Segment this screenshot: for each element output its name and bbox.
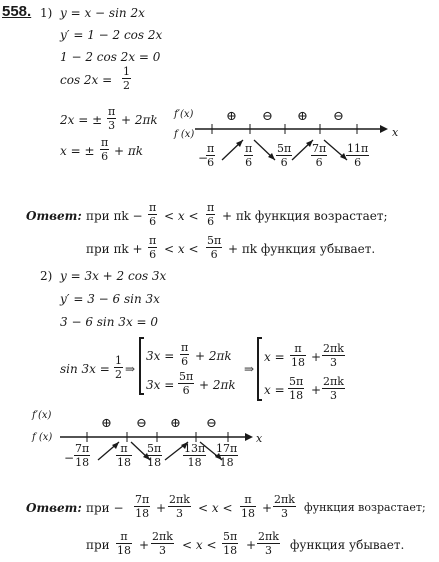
p1-sign-1: ⊕	[226, 109, 237, 124]
p2-ans2-frac4: 2πk 3	[258, 530, 279, 557]
p1-ans1-mid: < x <	[164, 209, 199, 223]
p2-ans1-mid: < x <	[198, 501, 233, 515]
p2-ans1-pre: при −	[86, 501, 124, 515]
p1-line6-tail: + πk	[114, 144, 144, 158]
p1-f-label: f (x)	[174, 129, 195, 140]
p2-ans2-post: функция убывает.	[290, 538, 405, 552]
p2-line2: y′ = 3 − 6 sin 3x	[60, 292, 160, 306]
p2-ans1-post: функция возрастает;	[304, 501, 426, 514]
p2-f-label: f (x)	[32, 432, 53, 443]
p1-line3: 1 − 2 cos 2x = 0	[60, 50, 161, 64]
p2-ans2-mid: < x <	[182, 538, 217, 552]
p2-sys2-b-frac2: 2πk 3	[323, 375, 344, 402]
p2-sys2-b-pre: x =	[264, 383, 285, 397]
p1-tick-label-5: 11π 6	[347, 142, 369, 169]
p2-ans1-plus1: +	[156, 501, 167, 515]
part1-label: 1)	[40, 6, 53, 20]
p2-tick-label-1-sign: −	[64, 451, 75, 465]
p1-line2: y′ = 1 − 2 cos 2x	[60, 28, 163, 42]
p2-sys1-a-tail: + 2πk	[195, 349, 232, 363]
p2-sign-2: ⊖	[136, 416, 147, 431]
p1-ans2-frac1: π 6	[149, 234, 157, 261]
p2-ans2-plus2: +	[246, 538, 257, 552]
p2-sys2-b-plus: +	[311, 383, 322, 397]
p2-axis-arrowhead	[245, 433, 253, 441]
p2-sign-4: ⊖	[206, 416, 217, 431]
part2-label: 2)	[40, 269, 53, 283]
p2-sign-3: ⊕	[170, 416, 181, 431]
p1-line4-lhs: cos 2x =	[60, 73, 113, 87]
p1-tick-label-3: 5π 6	[277, 142, 292, 169]
p2-sys2-a-frac2: 2πk 3	[323, 342, 344, 369]
p1-line5-tail: + 2πk	[121, 113, 158, 127]
p1-ans2-frac2: 5π 6	[207, 234, 222, 261]
p2-line4-fraction: 1 2	[115, 354, 122, 381]
p1-tick-label-1: π 6	[207, 142, 215, 169]
p1-line6-fraction: π 6	[101, 136, 109, 163]
p2-ans2-frac1: π 18	[117, 530, 131, 557]
p2-ans2-frac3: 5π 18	[223, 530, 238, 557]
p1-tick-label-2: π 6	[245, 142, 253, 169]
p2-ans2-frac2: 2πk 3	[152, 530, 173, 557]
p1-line5-fraction: π 3	[108, 105, 116, 132]
p1-ans2-mid: < x <	[164, 242, 199, 256]
p1-sign-3: ⊕	[297, 109, 308, 124]
p2-ans1-frac1: 7π 18	[135, 493, 150, 520]
p1-ans1-pre: при πk −	[86, 209, 143, 223]
p1-line4-fraction: 1 2	[123, 65, 130, 92]
p2-sys1-b-pre: 3x =	[146, 378, 175, 392]
p2-tick-label-5: 17π 18	[216, 442, 238, 469]
p1-sign-4: ⊖	[333, 109, 344, 124]
p2-tick-label-2: π 18	[117, 442, 131, 469]
p2-sys2-a-plus: +	[311, 350, 322, 364]
p1-ans2-pre: при πk +	[86, 242, 143, 256]
p2-answer-label: Ответ:	[26, 501, 82, 515]
p2-arrow-2: ⇒	[244, 362, 255, 376]
p1-sign-2: ⊖	[262, 109, 273, 124]
p1-line5-lhs: 2x = ±	[60, 113, 103, 127]
p2-fprime-label: f′(x)	[32, 410, 52, 421]
p2-line1: y = 3x + 2 cos 3x	[60, 269, 167, 283]
p2-line3: 3 − 6 sin 3x = 0	[60, 315, 159, 329]
p1-line6-lhs: x = ±	[60, 144, 95, 158]
p1-ans1-post: + πk функция возрастает;	[222, 209, 388, 223]
p2-sys2-b-frac1: 5π 18	[289, 375, 304, 402]
p2-tick-label-4: 13π 18	[184, 442, 206, 469]
problem-number: 558.	[2, 3, 32, 20]
p2-ans1-plus2: +	[262, 501, 273, 515]
p2-ans2-plus1: +	[139, 538, 150, 552]
p2-ans1-frac2: 2πk 3	[169, 493, 190, 520]
p1-axis-x-label: x	[392, 126, 399, 139]
p2-tick-label-1: 7π 18	[75, 442, 90, 469]
p1-answer-label: Ответ:	[26, 209, 82, 223]
p2-sys2-a-frac1: π 18	[291, 342, 305, 369]
p1-ans1-frac1: π 6	[149, 201, 157, 228]
p1-tick-label-4: 7π 6	[312, 142, 327, 169]
p1-ans1-frac2: π 6	[207, 201, 215, 228]
p2-axis-x-label: x	[256, 432, 263, 445]
p2-sys1-b-frac: 5π 6	[179, 370, 194, 397]
p2-arrow-1: ⇒	[125, 362, 136, 376]
p2-ans2-pre: при	[86, 538, 110, 552]
p2-tick-label-3: 5π 18	[147, 442, 162, 469]
p1-tick-label-1-sign: −	[198, 151, 209, 165]
p2-line4-lhs: sin 3x =	[60, 362, 110, 376]
p1-line1: y = x − sin 2x	[60, 6, 145, 20]
p2-sign-1: ⊕	[101, 416, 112, 431]
p2-ans1-frac3: π 18	[241, 493, 255, 520]
p2-sys1-a-frac: π 6	[181, 341, 189, 368]
p1-ans2-post: + πk функция убывает.	[228, 242, 376, 256]
p2-ans1-frac4: 2πk 3	[274, 493, 295, 520]
p2-sys2-a-pre: x =	[264, 350, 285, 364]
p1-fprime-label: f′(x)	[174, 109, 194, 120]
p2-sys1-b-tail: + 2πk	[199, 378, 236, 392]
p2-sys1-a-pre: 3x =	[146, 349, 175, 363]
